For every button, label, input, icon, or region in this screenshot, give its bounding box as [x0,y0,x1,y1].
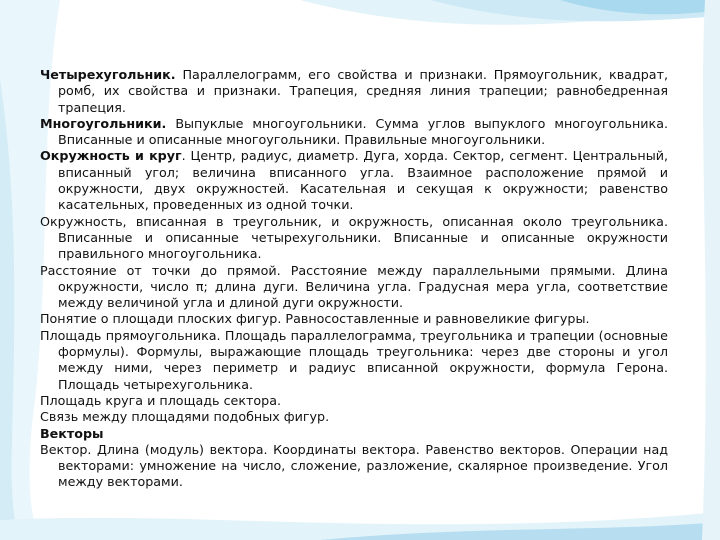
paragraph-text: Расстояние от точки до прямой. Расстояние между параллельными прямыми. Длина окружности, число π; длина дуги. Величина угла. Градусная мера угла, соответствие между величиной угла и длиной дуги окружности. [40,262,668,311]
term-vectors: Векторы [40,425,104,441]
paragraph-similar-figures [40,409,668,425]
term-circle: Окружность и круг [40,148,182,164]
paragraph-text: Вектор. Длина (модуль) вектора. Координаты вектора. Равенство векторов. Операции над векторами: умножение на число, сложение, разложение, скалярное произведение. Угол между векторами. [40,441,668,490]
paragraph-circle [40,148,668,213]
term-quadrilateral: Четырехугольник. [40,67,176,82]
paragraph-area-concept [40,311,668,327]
term-polygons: Многоугольники. [40,115,167,131]
paragraph-distance [40,263,668,312]
paragraph-text: Понятие о площади плоских фигур. Равносоставленные и равновеликие фигуры. [40,311,590,327]
right-wave [702,0,720,540]
paragraph-text: Параллелограмм, его свойства и признаки. Прямоугольник, квадрат, ромб, их свойства и признаки. Трапеция, средняя линия трапеции; равнобедренная трапеция. [58,67,668,115]
paragraph-text: Связь между площадями подобных фигур. [40,409,330,425]
paragraph-text: Выпуклые многоугольники. Сумма углов выпуклого многоугольника. Вписанные и описанные многоугольники. Правильные многоугольники. [58,115,668,148]
slide-text-body [40,67,668,524]
paragraph-inscribed-circles [40,214,668,263]
paragraph-circle-area [40,393,668,409]
paragraph-text: Площадь прямоугольника. Площадь параллелограмма, треугольника и трапеции (основные формулы). Формулы, выражающие площадь треугольника: через две стороны и угол между ними, через периметр и радиус вписанной окружности, формула Герона. Площадь четырехугольника. [40,327,668,392]
paragraph-text: . Центр, радиус, диаметр. Дуга, хорда. Сектор, сегмент. Центральный, вписанный угол; величина вписанного угла. Взаимное расположение прямой и окружности, двух окружностей. Касательная и секущая к окружности; равенство касательных, проведенных из одной точки. [58,148,668,213]
paragraph-text: Окружность, вписанная в треугольник, и окружность, описанная около треугольника. Вписанные и описанные четырехугольники. Вписанные и описанные окружности правильного многоугольника. [40,213,668,262]
paragraph-polygons [40,116,668,149]
heading-vectors [40,426,668,442]
paragraph-quadrilateral [40,67,668,116]
paragraph-text: Площадь круга и площадь сектора. [40,392,282,408]
paragraph-area-formulas [40,328,668,393]
paragraph-vectors [40,442,668,491]
